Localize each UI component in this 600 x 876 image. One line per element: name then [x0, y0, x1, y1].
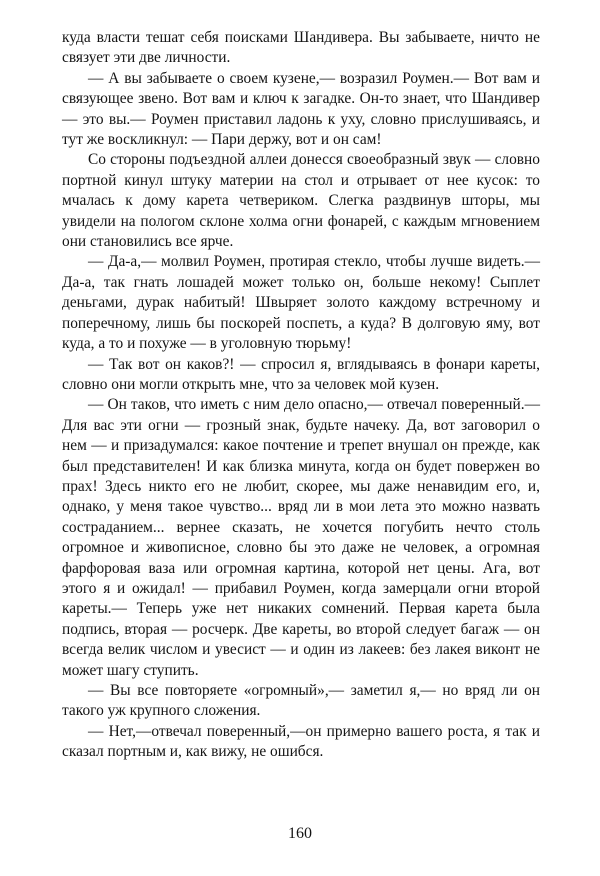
page-body: [62, 28, 540, 763]
paragraph-6: — Он таков, что иметь с ним дело опасно,— отвечал поверенный.— Для вас эти огни — грозный знак, будьте начеку. Да, вот заговорил о нем — и призадумался: какое почтение и трепет внушал он прежде, как был представителен! И как близка минута, когда он будет повержен во прах! Здесь никто его не любит, скорее, мы даже ненавидим его, и, однако, у меня такое чувство... вряд ли в мои лета это можно назвать состраданием... вернее сказать, не хочется погубить нечто столь огромное и живописное, словно бы это даже не человек, а огромная фарфоровая ваза или огромная картина, которой нет цены. Ага, вот этого я и ожидал! — прибавил Роумен, когда замерцали огни второй кареты.— Теперь уже нет никаких сомнений. Первая карета была подпись, вторая — росчерк. Две кареты, во второй следует багаж — он всегда велик числом и увесист — и один из лакеев: без лакея виконт не может шагу ступить.: [62, 396, 540, 679]
paragraph-2: — А вы забываете о своем кузене,— возразил Роумен.— Вот вам и связующее звено. Вот вам и ключ к загадке. Он-то знает, что Шандивер — это вы.— Роумен приставил ладонь к уху, словно прислушиваясь, и тут же воскликнул: — Пари держу, вот и он сам!: [62, 69, 540, 149]
paragraph-7: — Вы все повторяете «огромный»,— заметил я,— но вряд ли он такого уж крупного сложения.: [62, 682, 540, 720]
paragraph-8: — Нет,—отвечал поверенный,—он примерно вашего роста, я так и сказал портным и, как вижу, не ошибся.: [62, 722, 540, 761]
paragraph-3: Со стороны подъездной аллеи донесся своеобразный звук — словно портной кинул штуку материи на стол и отрывает от нее кусок: то мчалась к дому карета четвериком. Слегка раздвинув шторы, мы увидели на пологом склоне холма огни фонарей, с каждым мгновением они становились все ярче.: [62, 151, 540, 251]
paragraph-5: — Так вот он каков?! — спросил я, вглядываясь в фонари кареты, словно они могли открыть мне, что за человек мой кузен.: [62, 355, 540, 393]
paragraph-1: куда власти тешат себя поисками Шандивера. Вы забываете, ничто не связует эти две личности.: [62, 29, 540, 67]
page-number: 160: [288, 825, 312, 842]
paragraph-4: — Да-а,— молвил Роумен, протирая стекло, чтобы лучше видеть.— Да-а, так гнать лошадей может только он, больше некому! Сыплет деньгами, дурак набитый! Швыряет золото каждому встречному и поперечному, лишь бы поскорей поспеть, а куда? В долговую яму, вот куда, а то и похуже — в уголовную тюрьму!: [62, 253, 540, 353]
